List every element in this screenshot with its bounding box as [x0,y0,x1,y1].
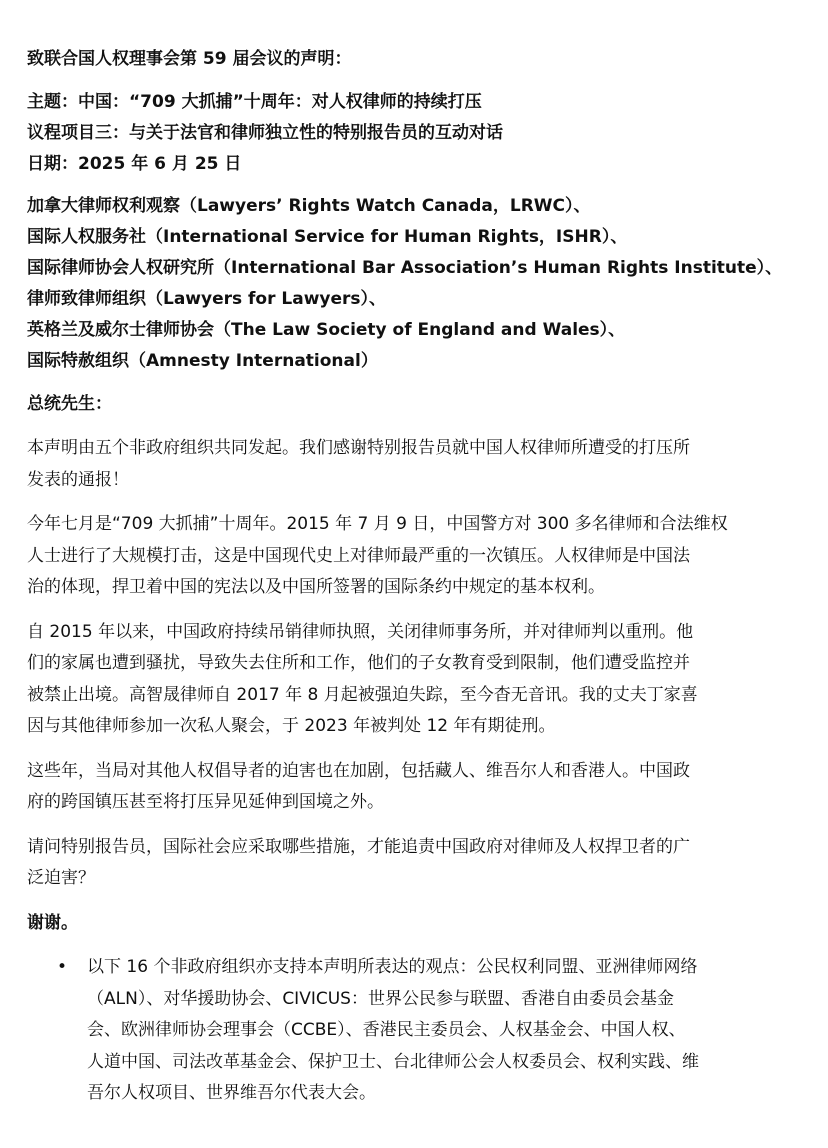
salutation: 总统先生： [27,394,112,414]
statement-date: 日期：2025 年 6 月 25 日 [27,154,242,174]
organization-item: 国际特赦组织（Amnesty International） [27,351,378,371]
paragraph-line: 泛迫害？ [27,868,95,888]
paragraph-line: 治的体现，捍卫着中国的宪法以及中国所签署的国际条约中规定的基本权利。 [27,577,605,597]
organization-item: 加拿大律师权利观察（Lawyers’ Rights Watch Canada，LRWC）、 [27,196,591,216]
statement-heading: 致联合国人权理事会第 59 届会议的声明： [27,49,352,69]
statement-document [27,44,812,1110]
paragraph-line: 因与其他律师参加一次私人聚会，于 2023 年被判处 12 年有期徒刑。 [27,716,556,736]
organization-item: 英格兰及威尔士律师协会（The Law Society of England and Wales）、 [27,320,626,340]
body-paragraph [27,617,812,743]
bullet-line: 以下 16 个非政府组织亦支持本声明所表达的观点：公民权利同盟、亚洲律师网络 [87,957,698,977]
question-paragraph [27,832,812,895]
bullet-line: （ALN）、对华援助协会、CIVICUS：世界公民参与联盟、香港自由委员会基金 [87,988,674,1009]
closing: 谢谢。 [27,912,78,933]
paragraph-line: 请问特别报告员，国际社会应采取哪些措施，才能追责中国政府对律师及人权捍卫者的广 [27,836,690,857]
bullet-line: 会、欧洲律师协会理事会（CCBE）、香港民主委员会、人权基金会、中国人权、 [87,1020,686,1040]
paragraph-line: 本声明由五个非政府组织共同发起。我们感谢特别报告员就中国人权律师所遭受的打压所 [27,438,690,458]
paragraph-line: 被禁止出境。高智晟律师自 2017 年 8 月起被强迫失踪，至今杳无音讯。我的丈夫丁家喜 [27,684,698,705]
body-paragraph [27,433,812,496]
paragraph-line: 今年七月是“709 大抓捕”十周年。2015 年 7 月 9 日，中国警方对 300 多名律师和合法维权 [27,514,728,534]
paragraph-line: 这些年，当局对其他人权倡导者的迫害也在加剧，包括藏人、维吾尔人和香港人。中国政 [27,760,690,781]
organization-item: 国际人权服务社（International Service for Human Rights，ISHR）、 [27,227,628,247]
paragraph-line: 府的跨国镇压甚至将打压异见延伸到国境之外。 [27,792,384,812]
paragraph-line: 发表的通报！ [27,469,129,490]
organization-list [27,191,812,377]
statement-subject: 主题：中国：“709 大抓捕”十周年：对人权律师的持续打压 [27,92,482,112]
paragraph-line: 自 2015 年以来，中国政府持续吊销律师执照，关闭律师事务所，并对律师判以重刑。他 [27,621,694,642]
bullet-line: 吾尔人权项目、世界维吾尔代表大会。 [87,1083,376,1103]
statement-agenda: 议程项目三：与关于法官和律师独立性的特别报告员的互动对话 [27,123,503,143]
supporting-ngos-bullet [27,952,812,1110]
body-paragraph [27,756,812,819]
bullet-line: 人道中国、司法改革基金会、保护卫士、台北律师公会人权委员会、权利实践、维 [87,1051,699,1072]
paragraph-line: 人士进行了大规模打击，这是中国现代史上对律师最严重的一次镇压。人权律师是中国法 [27,545,690,566]
bullet-icon: • [57,957,68,977]
organization-item: 国际律师协会人权研究所（International Bar Association’s Human Rights Institute）、 [27,258,783,278]
body-paragraph [27,509,812,604]
organization-item: 律师致律师组织（Lawyers for Lawyers）、 [27,289,387,309]
paragraph-line: 们的家属也遭到骚扰，导致失去住所和工作，他们的子女教育受到限制，他们遭受监控并 [27,653,690,673]
